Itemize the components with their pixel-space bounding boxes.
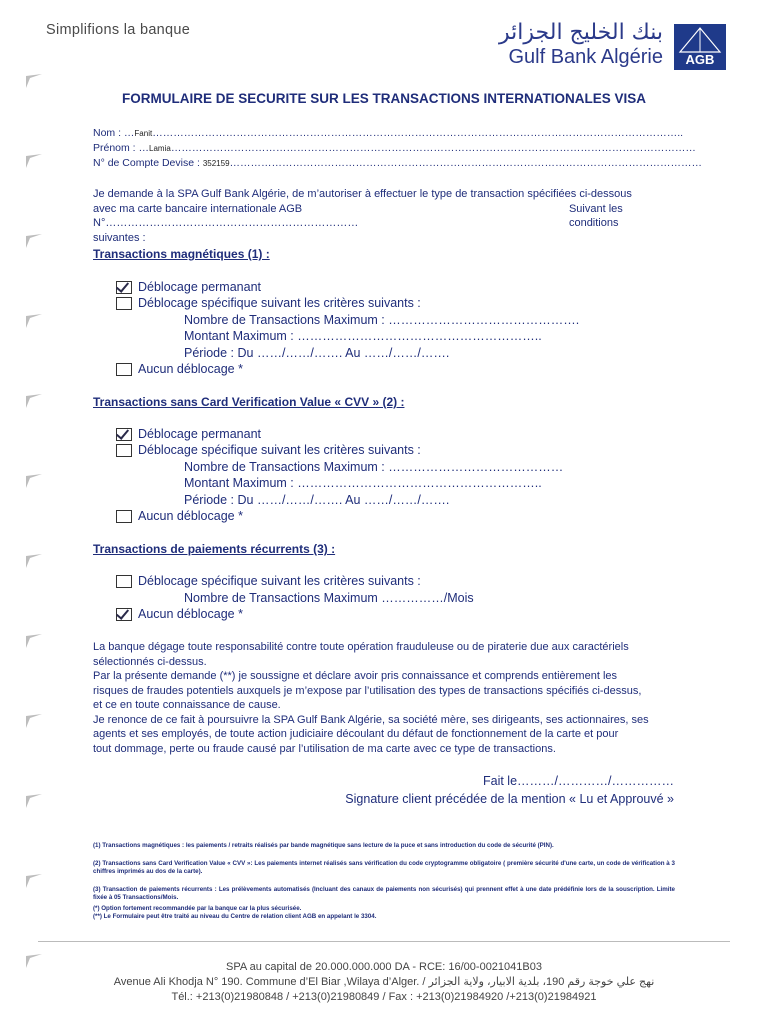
compte-label: N° de Compte Devise : — [93, 157, 203, 169]
logo-abbrev: AGB — [685, 52, 715, 67]
margin-markers — [26, 70, 48, 970]
fait-le: Fait le………/…………/…………… — [483, 774, 674, 788]
disclaimer-p2a: Par la présente demande (**) je soussigne et déclare avoir pris connaissance et comprends entièrement les — [93, 670, 618, 682]
s3-option-aucun[interactable] — [116, 607, 243, 621]
logo-french-text: Gulf Bank Algérie — [508, 46, 663, 68]
s1-aucun-label: Aucun déblocage * — [138, 362, 243, 376]
section-3-title: Transactions de paiements récurrents (3) : — [93, 542, 336, 556]
s2-permanent-label: Déblocage permanant — [138, 427, 261, 441]
nom-value[interactable]: Fanit — [134, 129, 153, 138]
disclaimer — [93, 640, 675, 756]
s1-option-permanent[interactable] — [116, 280, 261, 294]
nom-row: Nom : …Fanit…………………………………………………………………………………………………………………………………….. — [93, 127, 684, 139]
s3-option-specifique[interactable] — [116, 574, 421, 588]
disclaimer-p3b: agents et ses employés, de toute action judiciaire découlant du défaut de fonctionnement de la carte et pour — [93, 728, 619, 740]
section-1-title: Transactions magnétiques (1) : — [93, 247, 270, 261]
s1-periode: Période : Du ……/……/……. Au ……/……/……. — [184, 346, 450, 360]
footnote-1: (1) Transactions magnétiques : les paiements / retraits réalisés par bande magnétique sans lecture de la puce et sans introduction du code de sécurité (PIN). — [93, 842, 554, 849]
s1-specifique-label: Déblocage spécifique suivant les critères suivants : — [138, 296, 421, 310]
s2-nb-transactions: Nombre de Transactions Maximum : …………………………………… — [184, 460, 564, 474]
disclaimer-p1b: sélectionnés ci-dessus. — [93, 655, 207, 668]
compte-row: N° de Compte Devise : 352159……………………………………………………………………………………………………………………… — [93, 157, 703, 169]
s1-option-aucun[interactable] — [116, 362, 243, 376]
intro-line-1: Je demande à la SPA Gulf Bank Algérie, de m’autoriser à effectuer le type de transaction spécifiées ci-dessous — [93, 188, 632, 200]
s3-aucun-checkbox[interactable] — [116, 608, 132, 621]
compte-value[interactable]: 352159 — [202, 159, 230, 168]
footnote-3: (3) Transaction de paiements récurrents : Les prélèvements automatisés (Incluant des canaux de paiements non sécurisés) qui prennent effet à une date prédéfinie lors de la souscription. Limite fixée à 05 Transactions/Mois. — [93, 886, 675, 901]
disclaimer-p2c: et ce en toute connaissance de cause. — [93, 699, 281, 711]
agb-logo — [674, 24, 726, 70]
intro-card-label: avec ma carte bancaire internationale AGB N° — [93, 202, 303, 229]
footnote-4: (*) Option fortement recommandée par la banque car la plus sécurisée. — [93, 905, 302, 912]
s2-option-specifique[interactable] — [116, 443, 421, 457]
s3-nb-transactions: Nombre de Transactions Maximum ……………/Mois — [184, 591, 474, 605]
s1-permanent-label: Déblocage permanant — [138, 280, 261, 294]
s2-specifique-checkbox[interactable] — [116, 444, 132, 457]
disclaimer-p2b: risques de fraudes potentiels auxquels je m’expose par l’utilisation des types de transactions spécifiés ci-dessus, — [93, 684, 642, 697]
prenom-label: Prénom : — [93, 142, 139, 154]
disclaimer-p1a: La banque dégage toute responsabilité contre toute opération frauduleuse ou de piraterie due aux caractériels — [93, 641, 629, 653]
s1-permanent-checkbox[interactable] — [116, 281, 132, 294]
prenom-row: Prénom : …Lamia…………………………………………………………………………………………………………………………………… — [93, 142, 696, 154]
intro-paragraph — [93, 187, 675, 245]
intro-conditions: Suivant les conditions — [568, 202, 623, 229]
footnote-5: (**) Le Formulaire peut être traité au niveau du Centre de relation client AGB en appelant le 3304. — [93, 913, 377, 920]
s2-specifique-label: Déblocage spécifique suivant les critères suivants : — [138, 443, 421, 457]
prenom-value[interactable]: Lamia — [149, 144, 171, 153]
s1-montant: Montant Maximum : ………………………………………………….. — [184, 329, 542, 343]
intro-line-2: avec ma carte bancaire internationale AGB N°…………………………………………………………… Suivant les conditions — [93, 202, 675, 231]
footer-capital: SPA au capital de 20.000.000.000 DA - RCE: 16/00-0021041B03 — [226, 961, 542, 973]
form-title: FORMULAIRE DE SECURITE SUR LES TRANSACTIONS INTERNATIONALES VISA — [121, 91, 647, 106]
s2-permanent-checkbox[interactable] — [116, 428, 132, 441]
s1-aucun-checkbox[interactable] — [116, 363, 132, 376]
disclaimer-p3c: tout dommage, perte ou fraude causé par l’utilisation de ma carte avec ce type de transactions. — [93, 742, 556, 755]
s3-aucun-label: Aucun déblocage * — [138, 607, 243, 621]
s1-option-specifique[interactable] — [116, 296, 421, 310]
footnote-2: (2) Transactions sans Card Verification Value « CVV »: Les paiements internet réalisés sans vérification du code cryptogramme obligatoire ( première sécurité d'une carte, un code de vérification à 3 chiffres imprimés au dos de la carte). — [93, 860, 675, 875]
bank-tagline: Simplifions la banque — [46, 22, 191, 38]
disclaimer-p3a: Je renonce de ce fait à poursuivre la SPA Gulf Bank Algérie, sa société mère, ses dirigeants, ses actionnaires, ses — [93, 713, 649, 726]
nom-label: Nom : — [93, 127, 124, 139]
s2-option-aucun[interactable] — [116, 509, 243, 523]
s1-specifique-checkbox[interactable] — [116, 297, 132, 310]
s2-montant: Montant Maximum : ………………………………………………….. — [184, 476, 542, 490]
s2-aucun-label: Aucun déblocage * — [138, 509, 243, 523]
signature-mention: Signature client précédée de la mention « Lu et Approuvé » — [345, 792, 674, 806]
s3-specifique-label: Déblocage spécifique suivant les critères suivants : — [138, 574, 421, 588]
footer-contact: Tél.: +213(0)21980848 / +213(0)21980849 / Fax : +213(0)21984920 /+213(0)21984921 — [171, 991, 597, 1003]
logo-arabic-text: بنك الخليج الجزائر — [499, 20, 663, 45]
section-2-title: Transactions sans Card Verification Value « CVV » (2) : — [93, 395, 405, 409]
intro-line-3: suivantes : — [93, 231, 146, 244]
s2-periode: Période : Du ……/……/……. Au ……/……/……. — [184, 493, 450, 507]
s2-option-permanent[interactable] — [116, 427, 261, 441]
s1-nb-transactions: Nombre de Transactions Maximum : ………………………………………. — [184, 313, 580, 327]
footer-address: Avenue Ali Khodja N° 190. Commune d’El Biar ,Wilaya d’Alger. / نهج علي خوجة رقم 190، بلدية الابيار، ولاية الجزائر — [113, 976, 655, 988]
s2-aucun-checkbox[interactable] — [116, 510, 132, 523]
footer-divider — [38, 941, 730, 942]
s3-specifique-checkbox[interactable] — [116, 575, 132, 588]
